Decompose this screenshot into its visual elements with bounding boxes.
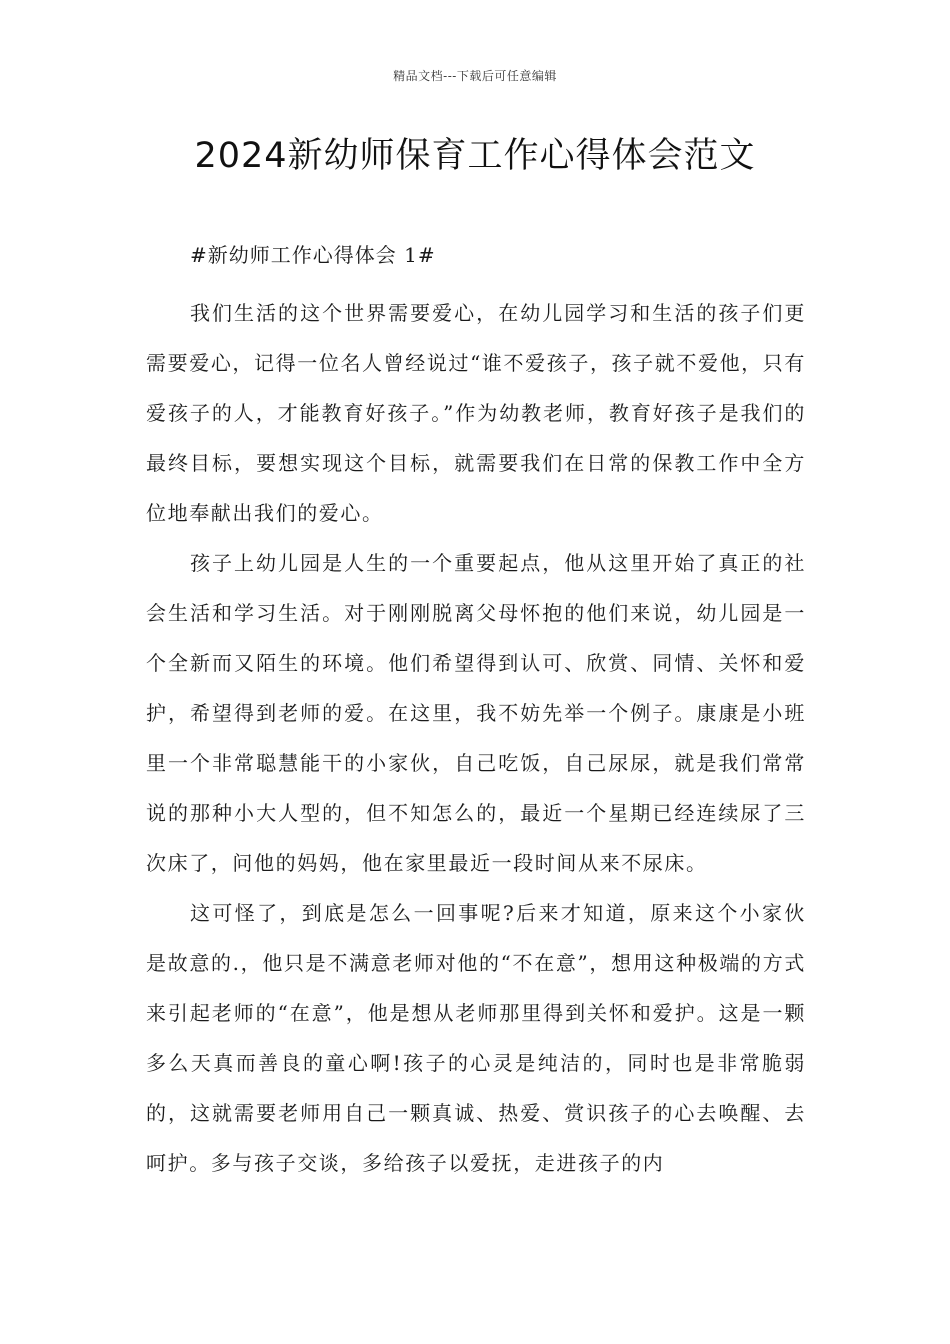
document-title: 2024新幼师保育工作心得体会范文 [194, 136, 756, 176]
paragraph-1: 我们生活的这个世界需要爱心，在幼儿园学习和生活的孩子们更需要爱心，记得一位名人曾经说过“谁不爱孩子，孩子就不爱他，只有爱孩子的人，才能教育好孩子。”作为幼教老师，教育好孩子是我们的最终目标，要想实现这个目标，就需要我们在日常的保教工作中全方位地奉献出我们的爱心。 [146, 301, 806, 525]
paragraph-3: 这可怪了，到底是怎么一回事呢?后来才知道，原来这个小家伙是故意的.，他只是不满意老师对他的“不在意”，想用这种极端的方式来引起老师的“在意”，他是想从老师那里得到关怀和爱护。这是一颗多么天真而善良的童心啊!孩子的心灵是纯洁的，同时也是非常脆弱的，这就需要老师用自己一颗真诚、热爱、赏识孩子的心去唤醒、去呵护。多与孩子交谈，多给孩子以爱抚，走进孩子的内 [146, 901, 806, 1175]
section-subheading: #新幼师工作心得体会 1# [190, 243, 436, 267]
paragraph-2: 孩子上幼儿园是人生的一个重要起点，他从这里开始了真正的社会生活和学习生活。对于刚刚脱离父母怀抱的他们来说，幼儿园是一个全新而又陌生的环境。他们希望得到认可、欣赏、同情、关怀和爱护，希望得到老师的爱。在这里，我不妨先举一个例子。康康是小班里一个非常聪慧能干的小家伙，自己吃饭，自己尿尿，就是我们常常说的那种小大人型的，但不知怎么的，最近一个星期已经连续尿了三次床了，问他的妈妈，他在家里最近一段时间从来不尿床。 [146, 551, 806, 875]
document-body [146, 230, 806, 1188]
document-header-note: 精品文档---下载后可任意编辑 [393, 69, 557, 83]
